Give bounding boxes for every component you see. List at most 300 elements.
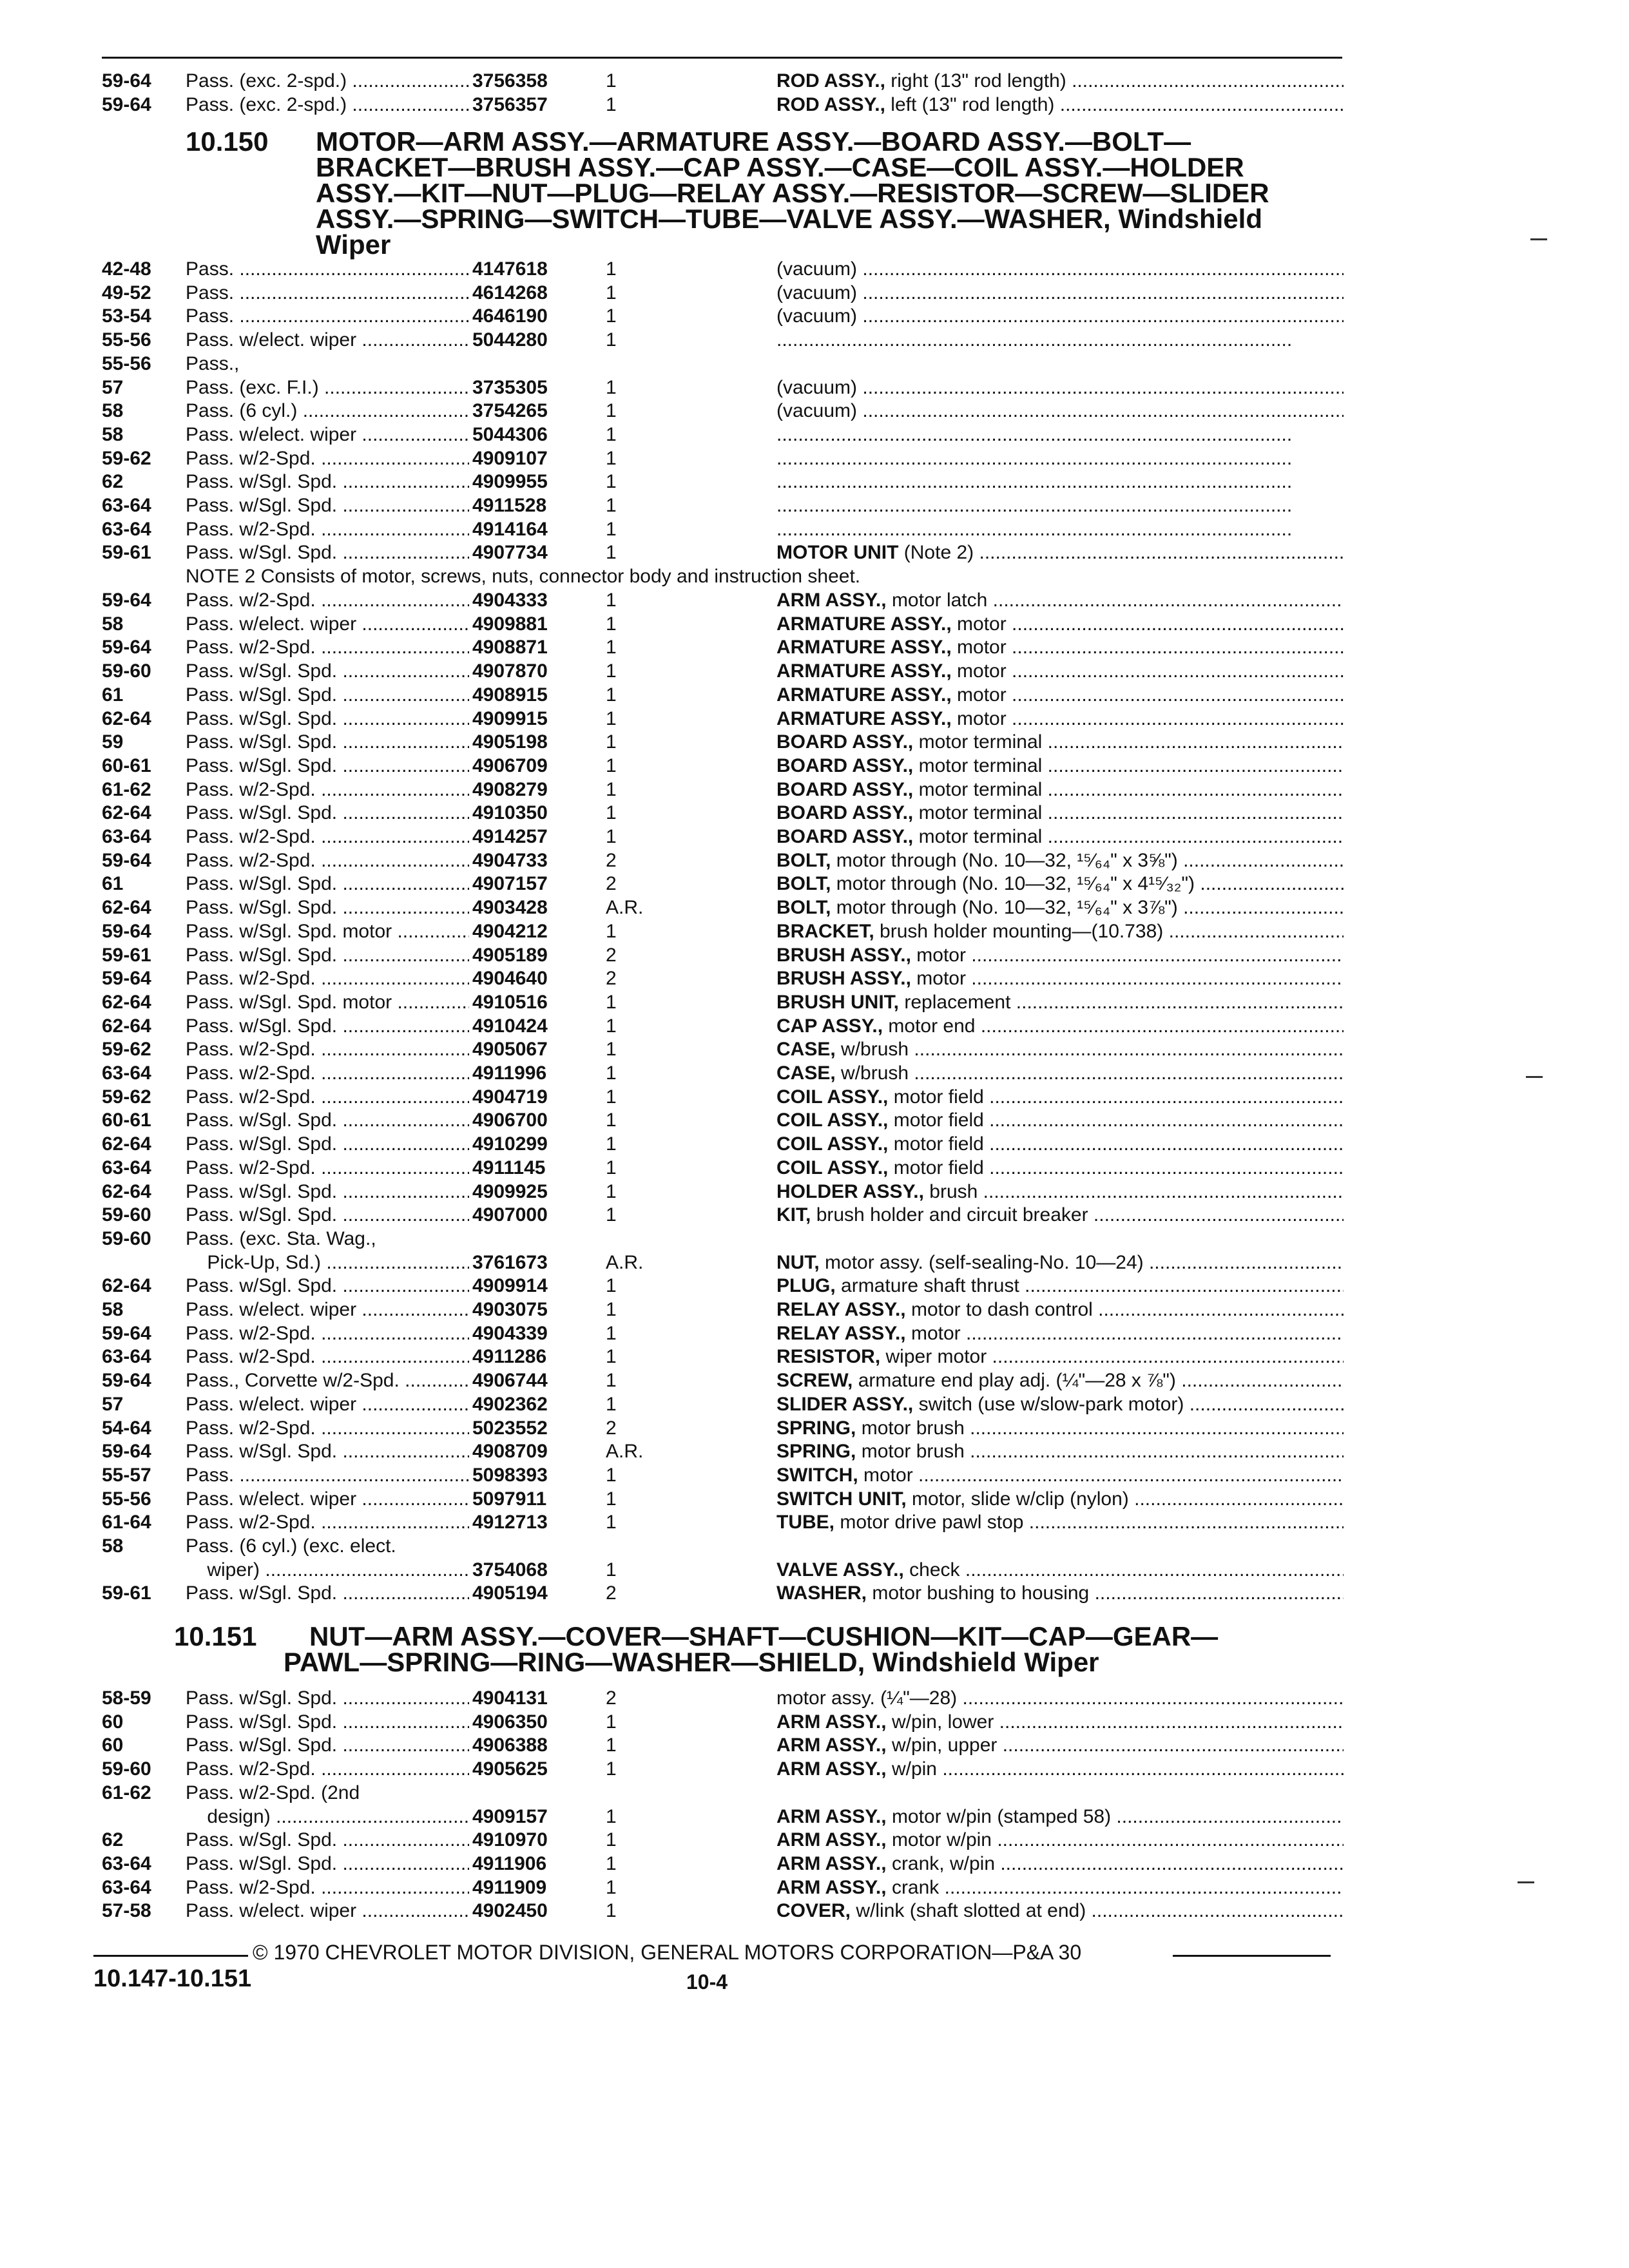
part-description (776, 613, 1344, 636)
application: Pass. (exc. F.I.) ..... (186, 376, 469, 399)
part-number: 3761673 (472, 1252, 548, 1273)
part-detail: motor brush (861, 1441, 965, 1462)
part-number: 4908915 (472, 684, 548, 706)
application: Pass., Corvette w/2-Spd. ..... (186, 1369, 469, 1392)
part-detail: w/brush (841, 1039, 909, 1060)
model-years: 57-58 (102, 1900, 151, 1921)
application: Pass. w/Sgl. Spd. ..... (186, 1109, 469, 1132)
model-years: 59-62 (102, 448, 151, 469)
part-number: 4906700 (472, 1110, 548, 1131)
part-description (776, 967, 1344, 990)
part-detail: motor field (893, 1086, 984, 1108)
part-name: ARMATURE ASSY., (776, 637, 952, 658)
part-number: 4911909 (472, 1877, 547, 1898)
application: Pass. ..... (186, 282, 469, 305)
application: Pass. w/2-Spd. ..... (186, 1062, 469, 1085)
part-description (776, 1758, 1344, 1781)
part-name: ARMATURE ASSY., (776, 660, 952, 682)
part-description (776, 991, 1344, 1014)
part-name: ARMATURE ASSY., (776, 708, 952, 729)
application: Pass. w/Sgl. Spd. ..... (186, 1204, 469, 1227)
note-text: NOTE 2 Consists of motor, screws, nuts, connector body and instruction sheet. (186, 566, 861, 587)
model-years: 63-64 (102, 1853, 151, 1874)
quantity: 1 (606, 660, 617, 682)
part-number: 4907870 (472, 660, 548, 682)
part-detail: motor through (No. 10—32, ¹⁵⁄₆₄" x 3⅝") (836, 850, 1178, 871)
application: Pass. w/2-Spd. ..... (186, 1511, 469, 1534)
model-years: 62-64 (102, 1133, 151, 1155)
footer-copyright: © 1970 CHEVROLET MOTOR DIVISION, GENERAL MOTORS CORPORATION—P&A 30 (253, 1941, 1082, 1964)
part-detail: w/pin (891, 1758, 937, 1780)
part-detail: motor latch (891, 590, 988, 611)
part-description (776, 470, 1344, 494)
part-name: PLUG, (776, 1275, 836, 1296)
quantity: 1 (606, 1465, 617, 1486)
part-detail: motor field (893, 1133, 984, 1155)
part-name: ARM ASSY., (776, 1711, 887, 1733)
part-detail: (vacuum) (776, 258, 858, 280)
part-description (776, 944, 1344, 967)
model-years: 59-64 (102, 590, 151, 611)
part-name: ARM ASSY., (776, 1877, 887, 1898)
part-name: RELAY ASSY., (776, 1323, 906, 1344)
part-description (776, 920, 1344, 943)
part-description (776, 93, 1344, 117)
quantity: 2 (606, 1418, 617, 1439)
part-detail: replacement (904, 992, 1011, 1013)
part-description (776, 329, 1344, 352)
quantity: A.R. (606, 1252, 644, 1273)
application: Pass. w/2-Spd. ..... (186, 589, 469, 612)
quantity: 2 (606, 945, 617, 966)
model-years: 62-64 (102, 1015, 151, 1037)
application: Pass. w/Sgl. Spd. motor ..... (186, 920, 469, 943)
part-number: 4909157 (472, 1806, 548, 1827)
part-name: SPRING, (776, 1418, 856, 1439)
application: Pass. w/2-Spd. ..... (186, 447, 469, 470)
quantity: 1 (606, 590, 617, 611)
model-years: 59-64 (102, 850, 151, 871)
part-number: 4906709 (472, 755, 548, 776)
part-name: SCREW, (776, 1370, 853, 1391)
part-detail: crank, w/pin (891, 1853, 996, 1874)
model-years: 61-62 (102, 1782, 151, 1803)
quantity: 1 (606, 94, 617, 115)
part-name: CASE, (776, 1062, 836, 1084)
quantity: 1 (606, 755, 617, 776)
part-number: 4909915 (472, 708, 548, 729)
application: Pass. w/2-Spd. ..... (186, 849, 469, 872)
application: Pass. w/Sgl. Spd. ..... (186, 896, 469, 919)
part-description (776, 1852, 1344, 1876)
part-number: 4902450 (472, 1900, 548, 1921)
part-number: 4907157 (472, 873, 548, 894)
footer-rule-left (93, 1955, 248, 1957)
part-number: 4909107 (472, 448, 548, 469)
section-title-line: BRACKET—BRUSH ASSY.—CAP ASSY.—CASE—COIL ASSY.—HOLDER (316, 152, 1244, 182)
model-years: 62-64 (102, 897, 151, 918)
model-years: 63-64 (102, 1062, 151, 1084)
footer-rule-right (1173, 1955, 1331, 1957)
part-name: MOTOR UNIT (776, 542, 899, 563)
model-years: 62-64 (102, 1181, 151, 1202)
quantity: 2 (606, 850, 617, 871)
model-years: 59-61 (102, 1582, 151, 1604)
quantity: 1 (606, 921, 617, 942)
part-name: ARM ASSY., (776, 1853, 887, 1874)
section-title (316, 126, 1269, 260)
model-years: 62-64 (102, 1275, 151, 1296)
application: Pass. w/elect. wiper ..... (186, 1298, 469, 1321)
part-detail: brush (929, 1181, 978, 1202)
part-number: 4906350 (472, 1711, 548, 1733)
part-description (776, 1805, 1344, 1829)
application: Pass. w/2-Spd. ..... (186, 1758, 469, 1781)
quantity: 1 (606, 1806, 617, 1827)
part-detail: right (13" rod length) (891, 70, 1066, 91)
part-description (776, 684, 1344, 707)
part-description (776, 494, 1344, 517)
model-years: 58 (102, 1299, 124, 1320)
quantity: 1 (606, 1181, 617, 1202)
model-years: 59-64 (102, 1323, 151, 1344)
quantity: 1 (606, 400, 617, 421)
part-detail: motor w/pin (891, 1829, 992, 1850)
part-name: BRUSH ASSY., (776, 968, 911, 989)
model-years: 60-61 (102, 1110, 151, 1131)
part-description (776, 1274, 1344, 1298)
application: Pass. w/Sgl. Spd. ..... (186, 1274, 469, 1298)
part-description (776, 1440, 1344, 1463)
part-number: 4904733 (472, 850, 548, 871)
model-years: 59-64 (102, 1441, 151, 1462)
part-number: 4911145 (472, 1157, 546, 1178)
part-detail: motor terminal (918, 779, 1043, 800)
part-description (776, 1369, 1344, 1392)
application: Pass. w/2-Spd. ..... (186, 778, 469, 802)
part-name: ARM ASSY., (776, 1829, 887, 1850)
application: Pass. w/2-Spd. (2nd (186, 1782, 360, 1803)
part-number: 5023552 (472, 1418, 548, 1439)
part-number: 4905067 (472, 1039, 548, 1060)
application: Pass. w/Sgl. Spd. ..... (186, 1582, 469, 1605)
part-number: 4914257 (472, 826, 548, 847)
part-name: RESISTOR, (776, 1346, 881, 1367)
application: Pass. (exc. Sta. Wag., (186, 1228, 376, 1249)
part-description (776, 1899, 1344, 1923)
quantity: 1 (606, 1829, 617, 1850)
application: Pass. w/Sgl. Spd. ..... (186, 1133, 469, 1156)
part-number: 4906744 (472, 1370, 548, 1391)
part-description (776, 802, 1344, 825)
model-years: 59-64 (102, 1370, 151, 1391)
model-years: 58 (102, 400, 124, 421)
model-years: 54-64 (102, 1418, 151, 1439)
model-years: 62-64 (102, 992, 151, 1013)
part-detail: armature end play adj. (¼"—28 x ⅞") (858, 1370, 1176, 1391)
application: Pass. w/2-Spd. ..... (186, 1876, 469, 1899)
part-number: 4912713 (472, 1512, 548, 1533)
section-number: 10.151 (174, 1621, 257, 1651)
model-years: 59-60 (102, 1758, 151, 1780)
application: Pass. w/Sgl. Spd. ..... (186, 1711, 469, 1734)
part-description (776, 1062, 1344, 1085)
part-name: ARMATURE ASSY., (776, 684, 952, 706)
model-years: 42-48 (102, 258, 151, 280)
part-description (776, 423, 1344, 447)
quantity: 1 (606, 70, 617, 91)
part-detail: motor (863, 1465, 913, 1486)
part-number: 4904640 (472, 968, 548, 989)
application: Pass. ..... (186, 258, 469, 281)
part-name: CASE, (776, 1039, 836, 1060)
model-years: 59-62 (102, 1086, 151, 1108)
part-name: SLIDER ASSY., (776, 1394, 914, 1415)
model-years: 59-61 (102, 542, 151, 563)
part-description (776, 1393, 1344, 1416)
part-name: COIL ASSY., (776, 1086, 889, 1108)
application: Pass. w/Sgl. Spd. ..... (186, 944, 469, 967)
part-number: 4903428 (472, 897, 548, 918)
quantity: A.R. (606, 897, 644, 918)
quantity: 1 (606, 1488, 617, 1510)
application: Pass. w/Sgl. Spd. ..... (186, 731, 469, 754)
part-name: HOLDER ASSY., (776, 1181, 924, 1202)
model-years: 61 (102, 684, 124, 706)
quantity: 2 (606, 1687, 617, 1709)
quantity: 1 (606, 329, 617, 351)
part-number: 4910970 (472, 1829, 548, 1850)
section-title-line: ASSY.—SPRING—SWITCH—TUBE—VALVE ASSY.—WASHER, Windshield (316, 204, 1262, 234)
quantity: 1 (606, 1346, 617, 1367)
part-detail: left (13" rod length) (891, 94, 1055, 115)
part-number: 4911286 (472, 1346, 547, 1367)
part-name: BOLT, (776, 897, 831, 918)
part-description (776, 447, 1344, 470)
part-number: 4910516 (472, 992, 548, 1013)
model-years: 63-64 (102, 495, 151, 516)
part-name: ARM ASSY., (776, 1758, 887, 1780)
footer-section-range: 10.147-10.151 (93, 1965, 252, 1992)
application: Pass. (exc. 2-spd.) ..... (186, 93, 469, 117)
part-number: 4908709 (472, 1441, 548, 1462)
quantity: 2 (606, 1582, 617, 1604)
part-name: ROD ASSY., (776, 70, 885, 91)
part-detail: motor brush (861, 1418, 965, 1439)
section-title-line: MOTOR—ARM ASSY.—ARMATURE ASSY.—BOARD ASSY.—BOLT— (316, 126, 1191, 157)
model-years: 55-56 (102, 329, 151, 351)
section-title-line: Wiper (316, 229, 391, 260)
part-number: 3735305 (472, 377, 548, 398)
part-number: 5097911 (472, 1488, 547, 1510)
part-description (776, 707, 1344, 731)
application: Pass. ..... (186, 1464, 469, 1487)
application: Pass. ..... (186, 305, 469, 328)
quantity: 1 (606, 1204, 617, 1225)
part-number: 5098393 (472, 1465, 548, 1486)
part-description (776, 1015, 1344, 1038)
part-description (776, 1582, 1344, 1605)
part-detail: wiper motor (885, 1346, 987, 1367)
model-years: 60 (102, 1735, 124, 1756)
application: Pass. w/2-Spd. ..... (186, 825, 469, 849)
section-title-line: PAWL—SPRING—RING—WASHER—SHIELD, Windshield Wiper (284, 1647, 1099, 1677)
model-years: 59-64 (102, 637, 151, 658)
part-description (776, 731, 1344, 754)
application: Pass. w/2-Spd. ..... (186, 636, 469, 659)
quantity: A.R. (606, 1441, 644, 1462)
footer-page-number: 10-4 (686, 1970, 728, 1994)
quantity: 1 (606, 1900, 617, 1921)
part-number: 4906388 (472, 1735, 548, 1756)
application: wiper) ..... (186, 1559, 469, 1582)
quantity: 1 (606, 1394, 617, 1415)
application: Pass. w/Sgl. Spd. ..... (186, 1180, 469, 1204)
part-description (776, 1511, 1344, 1534)
part-number: 4904719 (472, 1086, 548, 1108)
part-description (776, 70, 1344, 93)
part-description (776, 1038, 1344, 1061)
quantity: 1 (606, 1110, 617, 1131)
part-number: 4909914 (472, 1275, 548, 1296)
application: Pass. w/Sgl. Spd. ..... (186, 470, 469, 494)
part-detail: motor (957, 708, 1007, 729)
part-description (776, 1345, 1344, 1369)
quantity: 1 (606, 519, 617, 540)
part-detail: motor bushing to housing (872, 1582, 1090, 1604)
part-name: BOARD ASSY., (776, 731, 914, 753)
part-description (776, 872, 1344, 896)
application: Pass. w/Sgl. Spd. ..... (186, 684, 469, 707)
part-name: WASHER, (776, 1582, 867, 1604)
part-name: BOLT, (776, 850, 831, 871)
part-name: KIT, (776, 1204, 811, 1225)
model-years: 57 (102, 377, 124, 398)
model-years: 49-52 (102, 282, 151, 303)
model-years: 55-56 (102, 353, 151, 374)
part-name: BOARD ASSY., (776, 802, 914, 823)
application: Pass. w/Sgl. Spd. ..... (186, 1440, 469, 1463)
part-detail: motor (916, 968, 966, 989)
model-years: 59-60 (102, 660, 151, 682)
model-years: 59-64 (102, 921, 151, 942)
top-rule (102, 57, 1342, 59)
part-name: CAP ASSY., (776, 1015, 883, 1037)
part-description (776, 1829, 1344, 1852)
model-years: 61 (102, 873, 124, 894)
model-years: 62-64 (102, 802, 151, 823)
part-name: COVER, (776, 1900, 851, 1921)
quantity: 1 (606, 826, 617, 847)
model-years: 59-60 (102, 1228, 151, 1249)
application: Pass., (186, 353, 240, 374)
part-number: 4646190 (472, 305, 548, 327)
part-description (776, 849, 1344, 872)
part-number: 4614268 (472, 282, 548, 303)
section-number: 10.150 (186, 126, 269, 157)
model-years: 61-64 (102, 1512, 151, 1533)
part-detail: motor field (893, 1110, 984, 1131)
quantity: 1 (606, 542, 617, 563)
model-years: 59-60 (102, 1204, 151, 1225)
application: Pass. w/2-Spd. ..... (186, 1345, 469, 1369)
part-detail: motor terminal (918, 731, 1043, 753)
part-detail: motor through (No. 10—32, ¹⁵⁄₆₄" x 4¹⁵⁄₃₂") (836, 873, 1195, 894)
application: Pass. w/2-Spd. ..... (186, 1417, 469, 1440)
model-years: 63-64 (102, 519, 151, 540)
model-years: 55-56 (102, 1488, 151, 1510)
model-years: 61-62 (102, 779, 151, 800)
part-detail: motor assy. (self-sealing-No. 10—24) (825, 1252, 1144, 1273)
part-name: TUBE, (776, 1512, 834, 1533)
quantity: 1 (606, 495, 617, 516)
application: Pass. w/2-Spd. ..... (186, 1086, 469, 1109)
part-number: 4914164 (472, 519, 548, 540)
model-years: 58 (102, 613, 124, 635)
part-number: 3754265 (472, 400, 548, 421)
part-detail: motor w/pin (stamped 58) (891, 1806, 1112, 1827)
application: Pass. w/Sgl. Spd. ..... (186, 541, 469, 564)
part-number: 4904131 (472, 1687, 548, 1709)
model-years: 59-64 (102, 968, 151, 989)
part-name: ROD ASSY., (776, 94, 885, 115)
part-description (776, 896, 1344, 919)
model-years: 55-57 (102, 1465, 151, 1486)
part-number: 5044306 (472, 424, 548, 445)
part-description (776, 1559, 1344, 1582)
quantity: 1 (606, 802, 617, 823)
part-detail: motor terminal (918, 826, 1043, 847)
part-description (776, 1204, 1344, 1227)
model-years: 59-61 (102, 945, 151, 966)
part-number: 4909925 (472, 1181, 548, 1202)
application: Pass. w/Sgl. Spd. ..... (186, 1015, 469, 1038)
part-name: COIL ASSY., (776, 1110, 889, 1131)
part-description (776, 1876, 1344, 1899)
part-name: ARM ASSY., (776, 1806, 887, 1827)
part-description (776, 1417, 1344, 1440)
application: Pass. w/Sgl. Spd. ..... (186, 802, 469, 825)
section-title (284, 1621, 1219, 1677)
application: Pass. w/elect. wiper ..... (186, 423, 469, 447)
part-detail: motor (916, 945, 966, 966)
part-name: COIL ASSY., (776, 1133, 889, 1155)
quantity: 1 (606, 1039, 617, 1060)
application: Pass. w/Sgl. Spd. ..... (186, 660, 469, 683)
part-name: BOARD ASSY., (776, 779, 914, 800)
part-name: ARM ASSY., (776, 1735, 887, 1756)
quantity: 1 (606, 282, 617, 303)
part-number: 4910350 (472, 802, 548, 823)
part-detail: motor (911, 1323, 961, 1344)
part-detail: switch (use w/slow-park motor) (918, 1394, 1184, 1415)
quantity: 1 (606, 1877, 617, 1898)
quantity: 1 (606, 613, 617, 635)
part-number: 3756357 (472, 94, 548, 115)
part-name: COIL ASSY., (776, 1157, 889, 1178)
model-years: 58-59 (102, 1687, 151, 1709)
model-years: 57 (102, 1394, 124, 1415)
part-description (776, 1109, 1344, 1132)
part-detail: w/link (shaft slotted at end) (856, 1900, 1086, 1921)
application: Pass. w/elect. wiper ..... (186, 1393, 469, 1416)
part-detail: motor drive pawl stop (840, 1512, 1024, 1533)
quantity: 1 (606, 1015, 617, 1037)
application: Pass. w/2-Spd. ..... (186, 518, 469, 541)
part-description (776, 636, 1344, 659)
part-number: 4905194 (472, 1582, 548, 1604)
part-name: SWITCH, (776, 1465, 858, 1486)
